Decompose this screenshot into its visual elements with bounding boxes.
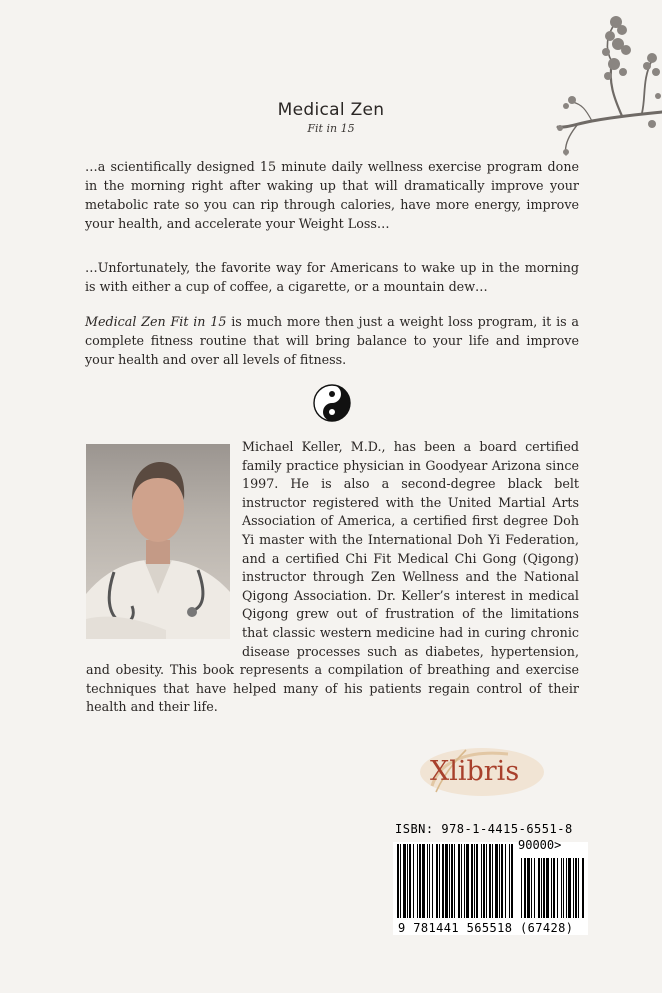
barcode-bar [432,844,433,918]
price-barcode-bar [541,858,542,918]
barcode-digits: 9 781441 565518 (67428) [398,921,574,935]
barcode-bar [422,844,425,918]
price-barcode-bar [521,858,522,918]
barcode-bar [499,844,500,918]
price-barcode-bar [582,858,584,918]
barcode-bar [439,844,440,918]
price-barcode-bar [543,858,545,918]
book-title-inline: Medical Zen Fit in 15 [85,314,227,329]
publisher-logo-text: Xlibris [430,756,520,787]
barcode-bar [400,844,401,918]
price-code: 90000> [518,838,562,852]
cherry-blossom-branch-illustration [492,0,662,160]
barcode-bar [449,844,450,918]
barcode-bar [417,844,418,918]
barcode-bar [511,844,513,918]
barcode-bar [474,844,475,918]
price-barcode-bar [566,858,567,918]
blurb-paragraph-2: …Unfortunately, the favorite way for Americans to wake up in the morning is with either a cup of coffee, a cigarette, or a mountain dew… [85,260,579,294]
barcode-bar [442,844,444,918]
barcode-bar [466,844,469,918]
barcode-bar [492,844,493,918]
price-barcode-bar [534,858,535,918]
author-bio [86,438,579,717]
barcode-bar [495,844,498,918]
price-barcode-bar [551,858,552,918]
price-barcode-bar [531,858,532,918]
price-barcode-bar [527,858,530,918]
price-barcode-bar [553,858,555,918]
barcode-bar [403,844,406,918]
blurb-paragraph-3 [85,312,579,369]
price-barcode-bar [568,858,571,918]
price-barcode-bar [546,858,549,918]
barcode-bar [464,844,465,918]
barcode-bar [481,844,482,918]
price-barcode-bar [561,858,562,918]
barcode-bar [486,844,487,918]
blurb-paragraph-3-text: is much more then just a weight loss program, it is a complete fitness routine that will bring balance to your life and improve your health and over all levels of fitness. [85,314,579,367]
author-bio-text: Michael Keller, M.D., has been a board certified family practice physician in Goodyear Arizona since 1997. He is also a second-degree black belt instructor registered with the United Martial Arts Association of America, a certified first degree Doh Yi master with the International Doh Yi Federation, and a certified Chi Fit Medical Chi Gong (Qigong) instructor through Zen Wellness and the National Qigong Association. Dr. Keller’s interest in medical Qigong grew out of frustration of the limitations that classic western medicine had in curing chronic disease processes such as diabetes, hypertension, and obesity. This book represents a compilation of breathing and exercise techniques that have helped many of his patients regain control of their health and their life. [86,439,579,715]
barcode-bar [458,844,460,918]
barcode-bar [419,844,421,918]
title-block [0,100,662,135]
price-barcode-bar [563,858,564,918]
book-title: Medical Zen [277,100,385,120]
price-barcode-bar [573,858,574,918]
barcode-bar [429,844,430,918]
barcode-bar [461,844,462,918]
barcode-bar [407,844,408,918]
barcode-bar [501,844,503,918]
barcode-bar [483,844,485,918]
barcode-bar [445,844,448,918]
barcode-bar [476,844,478,918]
price-barcode-bar [524,858,526,918]
price-barcode-bar [538,858,540,918]
barcode-bars [393,842,588,922]
blurb-paragraph-1: …a scientifically designed 15 minute daily wellness exercise program done in the morning right after waking up that will dramatically improve your metabolic rate so you can rip through calories, have more energy, improve your health, and accelerate your Weight Loss… [85,159,579,231]
price-barcode-bar [575,858,577,918]
yin-yang-icon [312,383,352,423]
barcode-bar [471,844,473,918]
isbn-label: ISBN: 978-1-4415-6551-8 [395,822,573,836]
price-barcode-bar [557,858,558,918]
barcode-bar [451,844,453,918]
barcode-bar [427,844,428,918]
price-barcode-bar [578,858,579,918]
barcode-bar [413,844,414,918]
photo-spacer [86,438,242,644]
barcode-bar [409,844,411,918]
barcode-bar [509,844,510,918]
barcode-bar [454,844,455,918]
book-subtitle: Fit in 15 [307,122,355,135]
barcode-bar [397,844,399,918]
barcode-bar [489,844,491,918]
publisher-logo [410,742,550,804]
barcode-bar [436,844,438,918]
barcode-bar [505,844,506,918]
